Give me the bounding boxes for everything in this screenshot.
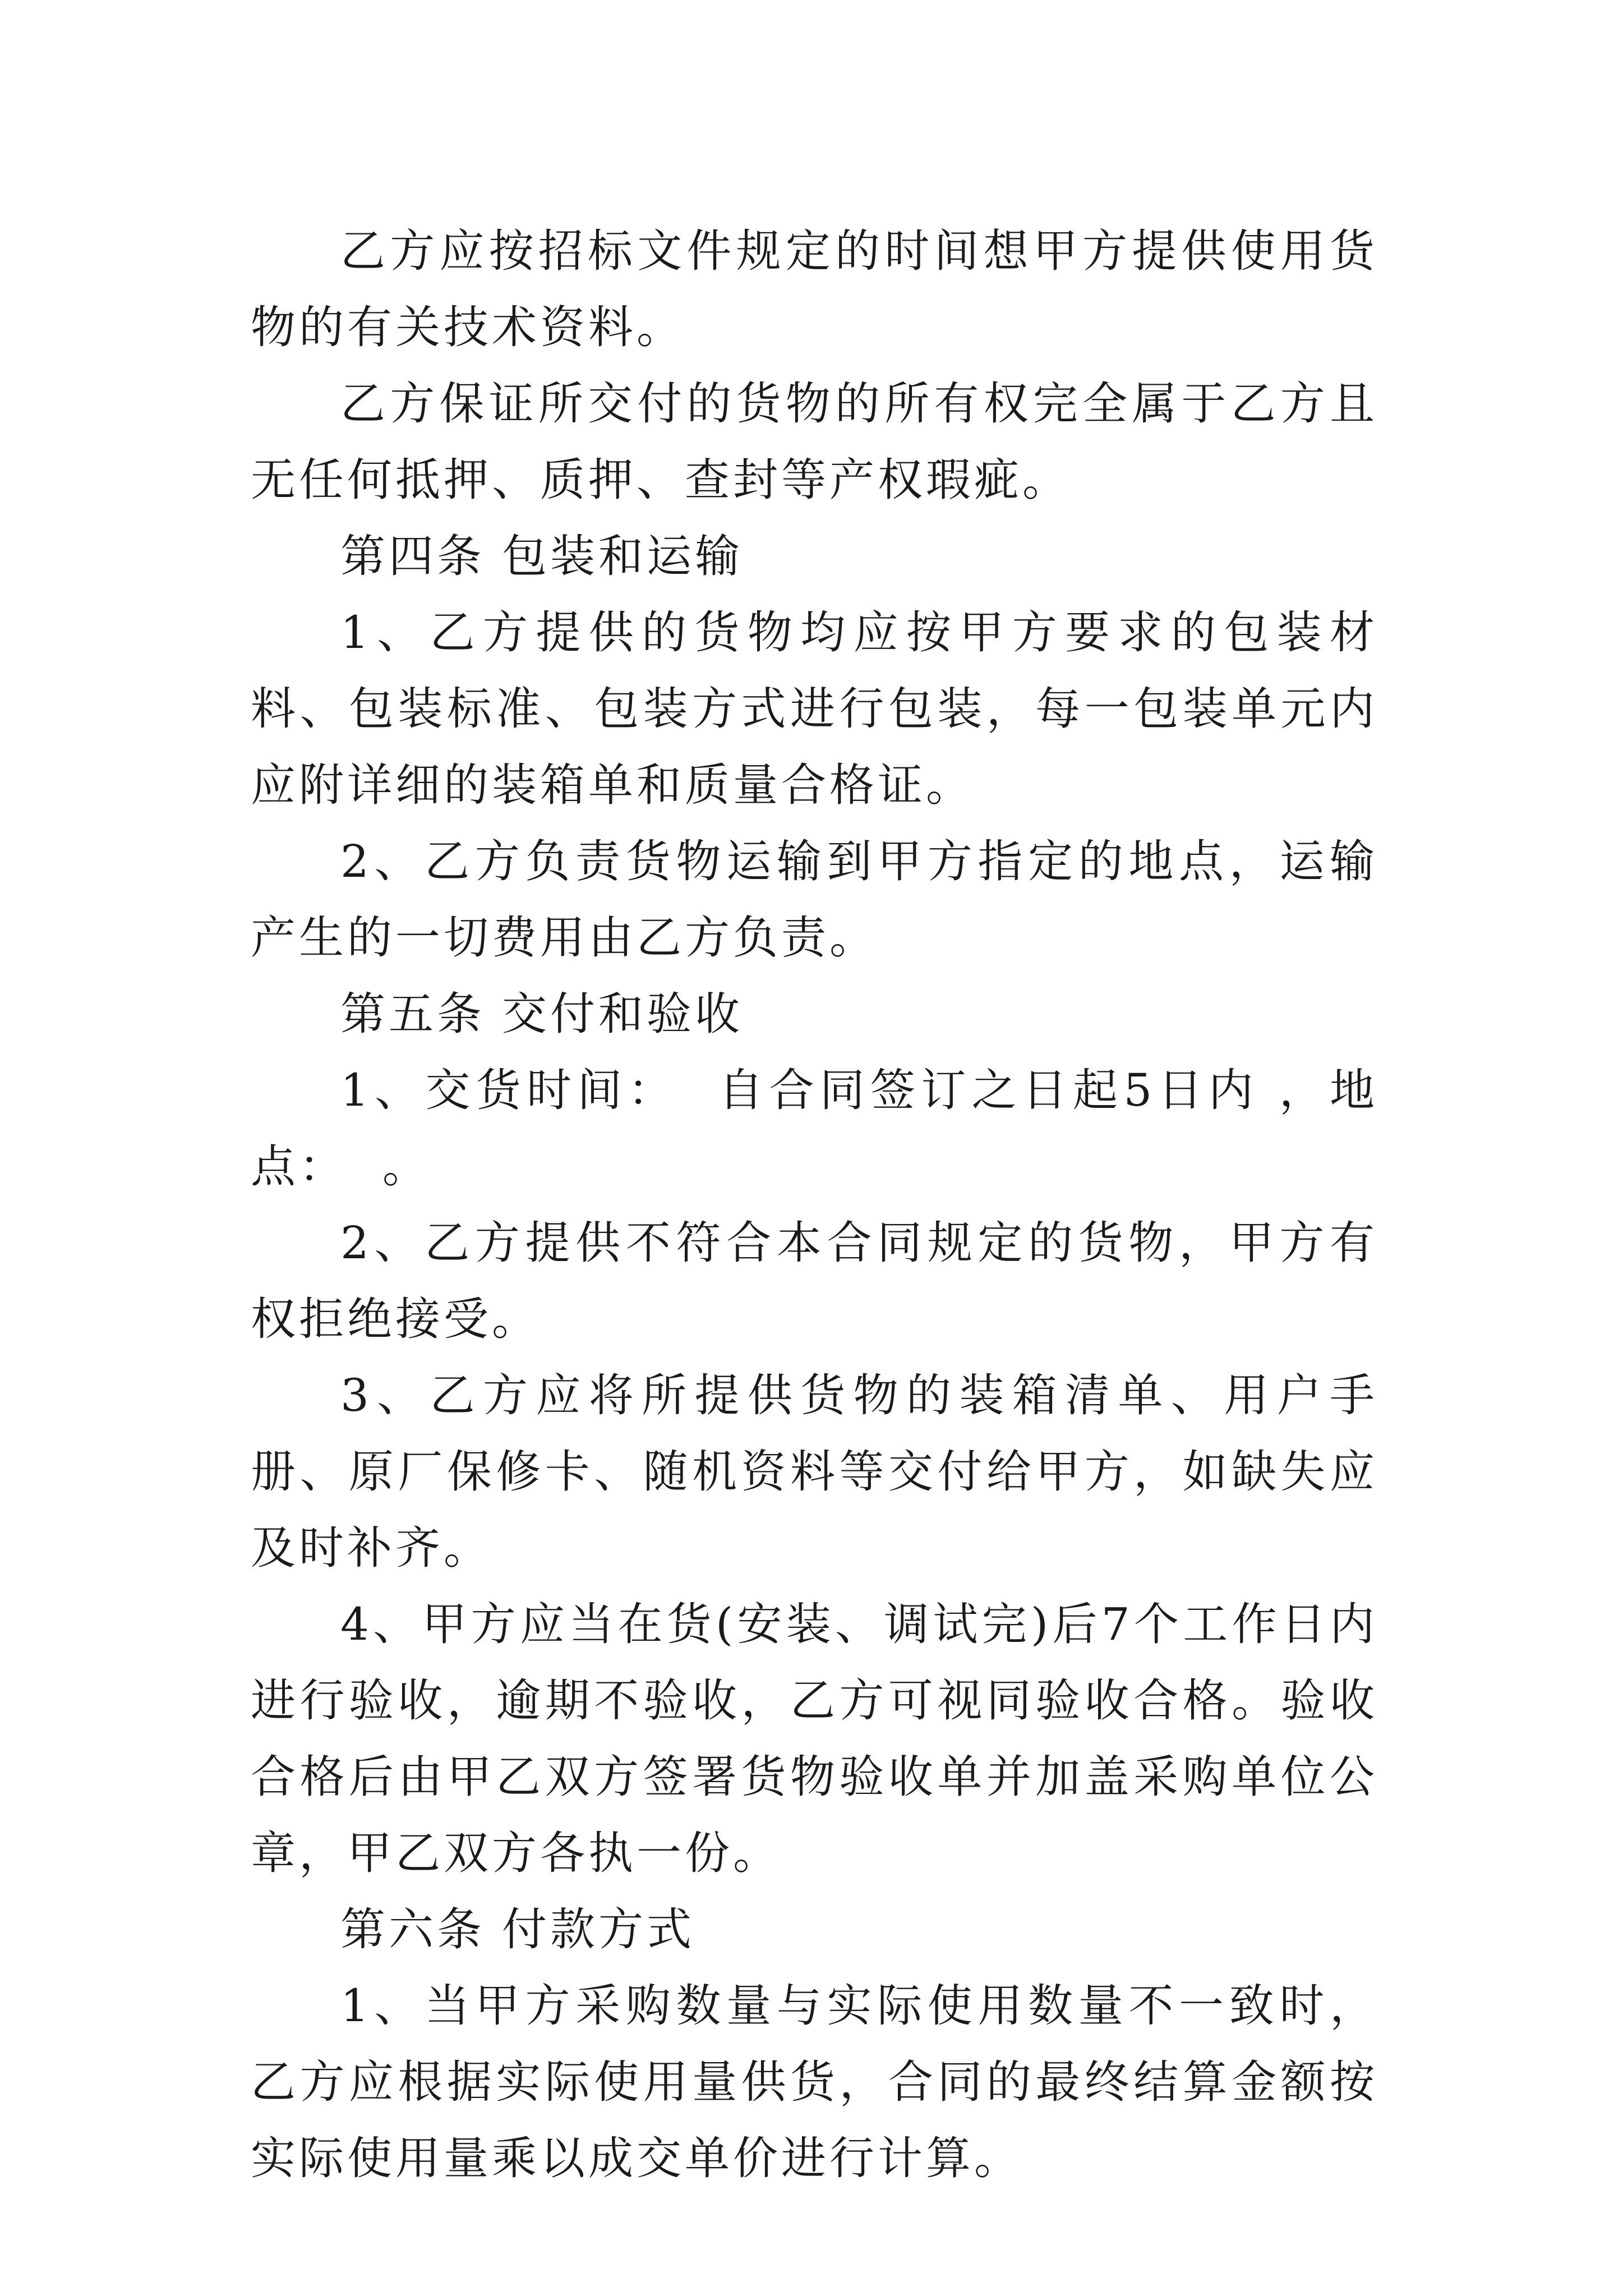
article-5-title: 交付和验收 xyxy=(502,988,743,1040)
article-5-item-4: 4、甲方应当在货(安装、调试完)后7个工作日内进行验收，逾期不验收，乙方可视同验收合格。验收合格后由甲乙双方签署货物验收单并加盖采购单位公章，甲乙双方各执一份。 xyxy=(251,1598,1378,1879)
article-5-item-1: 1、交货时间： 自合同签订之日起5日内 ，地点： 。 xyxy=(251,1064,1378,1193)
document-body xyxy=(251,213,1378,2197)
article-6-number: 第六条 xyxy=(340,1903,485,1955)
article-4-item-1: 1、乙方提供的货物均应按甲方要求的包装材料、包装标准、包装方式进行包装，每一包装单元内应附详细的装箱单和质量合格证。 xyxy=(251,606,1378,811)
article-4-item-2: 2、乙方负责货物运输到甲方指定的地点，运输产生的一切费用由乙方负责。 xyxy=(251,835,1378,964)
article-6-heading xyxy=(251,1892,1378,1968)
article-5-number: 第五条 xyxy=(340,988,485,1040)
article-4-heading xyxy=(251,518,1378,595)
article-4-title: 包装和运输 xyxy=(502,530,743,582)
article-5-item-3: 3、乙方应将所提供货物的装箱清单、用户手册、原厂保修卡、随机资料等交付给甲方，如缺失应及时补齐。 xyxy=(251,1369,1378,1574)
article-6-title: 付款方式 xyxy=(502,1903,695,1955)
paragraph-technical-docs: 乙方应按招标文件规定的时间想甲方提供使用货物的有关技术资料。 xyxy=(251,225,1378,353)
article-4-number: 第四条 xyxy=(340,530,485,582)
article-5-heading xyxy=(251,976,1378,1052)
paragraph-ownership: 乙方保证所交付的货物的所有权完全属于乙方且无任何抵押、质押、查封等产权瑕疵。 xyxy=(251,378,1378,506)
article-5-item-2: 2、乙方提供不符合本合同规定的货物，甲方有权拒绝接受。 xyxy=(251,1217,1378,1345)
article-6-item-1: 1、当甲方采购数量与实际使用数量不一致时，乙方应根据实际使用量供货，合同的最终结算金额按实际使用量乘以成交单价进行计算。 xyxy=(251,1980,1378,2184)
